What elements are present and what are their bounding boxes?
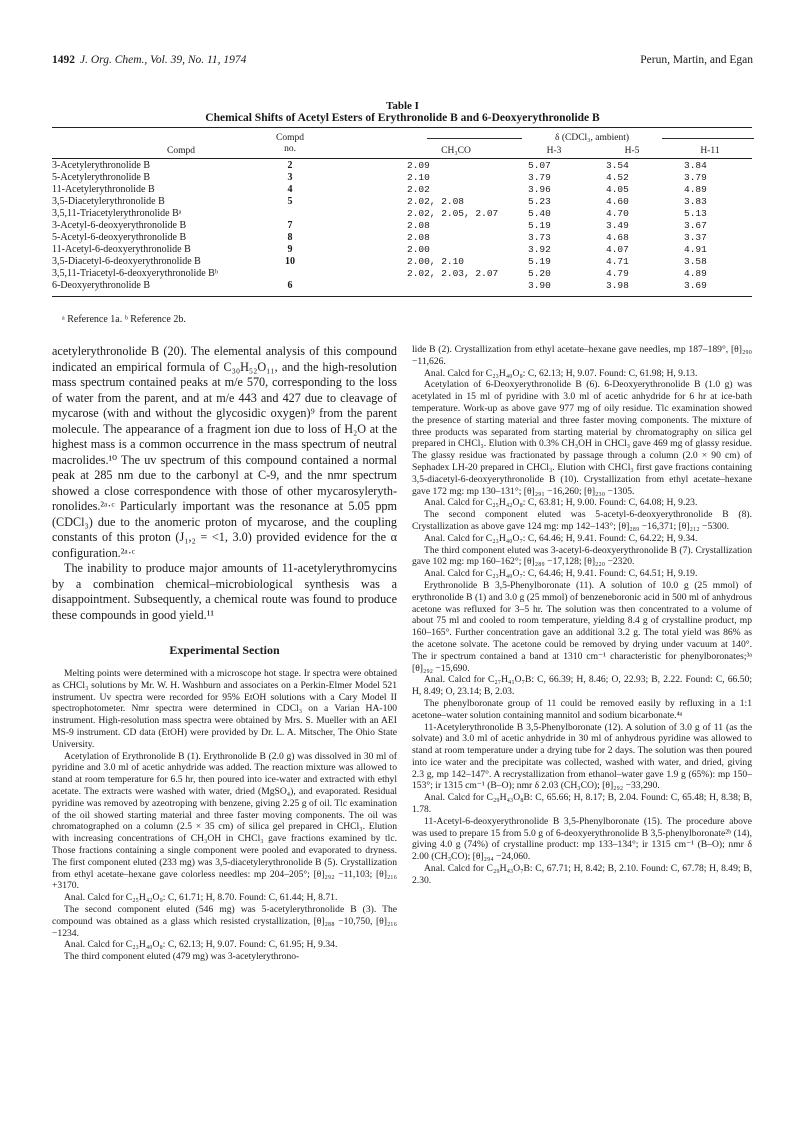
h11-shift: 4.89 xyxy=(684,184,707,195)
table-bottom-rule xyxy=(52,296,752,297)
h3-shift: 3.73 xyxy=(528,232,551,243)
compound-name: 11-Acetylerythronolide B xyxy=(52,184,155,195)
analysis-paragraph: Anal. Calcd for C₂₉H₄₃O₇B: C, 67.71; H, 8.42; B, 2.10. Found: C, 67.78; H, 8.49; B, 2.30. xyxy=(412,863,752,886)
table-header-rule xyxy=(52,158,752,159)
h5-shift: 4.07 xyxy=(606,244,629,255)
compound-name: 3,5,11-Triacetyl-6-deoxyerythronolide Bᵇ xyxy=(52,268,218,279)
running-header xyxy=(52,54,753,70)
col-header-no-1: Compd xyxy=(276,133,304,143)
compound-number: 7 xyxy=(287,220,293,231)
compound-name: 5-Acetyl-6-deoxyerythronolide B xyxy=(52,232,187,243)
col-header-ch3co: CH₃CO xyxy=(441,146,471,156)
analysis-paragraph: Anal. Calcd for C₂₃H₄₀O₈: C, 62.13; H, 9.07. Found: C, 61.98; H, 9.13. xyxy=(424,367,698,379)
shift-brace-right xyxy=(657,138,754,139)
intro-paragraph: acetylerythronolide B (20). The elemental analysis of this compound indicated an empirical formula of C₃₀H₅₂O₁₁, and the high-resolution mass spectrum contained peaks at m/e 570, corresponding to the loss of water from the parent, and at m/e 443 and 427 due to cleavage of mycarose (with and without the glycosidic oxygen)⁹ from the parent molecule. The appearance of a fragment ion due to loss of H₂O at the highest mass is a common occurrence in the mass spectrum of neutral macrolides.¹⁰ The uv spectrum of this compound contained a normal peak at 285 nm due to the carbonyl at C-9, and the nmr spectrum showed a close correspondence with those of other mycarosylerythronolides.²ᵃ·ᶜ Particularly important was the resonance at 5.05 ppm (CDCl₃) due to the anomeric proton of mycarose, and the coupling constants of this proton (J₁,₂ = <1, 3.0) provided evidence for the α configuration.²ᵃ·ᶜ xyxy=(52,344,397,560)
table-row xyxy=(52,172,752,184)
h11-shift: 3.83 xyxy=(684,196,707,207)
h5-shift: 3.49 xyxy=(606,220,629,231)
col-header-h5: H-5 xyxy=(624,146,640,156)
h11-shift: 5.13 xyxy=(684,208,707,219)
h5-shift: 4.71 xyxy=(606,256,629,267)
page-number: 1492 xyxy=(52,54,75,66)
compound-number: 3 xyxy=(287,172,293,183)
compound-name: 11-Acetyl-6-deoxyerythronolide B xyxy=(52,244,191,255)
table-row xyxy=(52,220,752,232)
compound-number: 4 xyxy=(287,184,293,195)
table-title: Chemical Shifts of Acetyl Esters of Erythronolide B and 6-Deoxyerythronolide B xyxy=(205,112,600,124)
h3-shift: 3.92 xyxy=(528,244,551,255)
h3-shift: 5.40 xyxy=(528,208,551,219)
table-row xyxy=(52,160,752,172)
experimental-paragraph: Acetylation of Erythronolide B (1). Erythronolide B (2.0 g) was dissolved in 30 ml of pyridine and 3.0 ml of acetic anhydride was added. The reaction mixture was allowed to stand at room temperature for 6.5 hr, then poured into ice-water and extracted with ethyl acetate. The extracts were washed with water, dried (MgSO₄), and evaporated. Residual pyridine was removed by azeotroping with benzene, giving 2.25 g of oil. Tlc examination of the oil showed starting material and three faster moving components. The oil was chromatographed on a column (2.5 × 35 cm) of silica gel prepared in CHCl₃. Elution with increasing concentrations of CH₃OH in CHCl₃ gave fractions examined by tlc. Those fractions containing a single component were pooled and evaporated to dryness. The first component eluted (233 mg) was 3,5-diacetylerythronolide B (5). Crystallization from ethyl acetate–hexane gave colorless needles: mp 204–205°; [θ]₂₉₂ −11,103; [θ]₂₁₆ +3170. xyxy=(52,750,397,892)
h5-shift: 3.98 xyxy=(606,280,629,291)
analysis-paragraph: Anal. Calcd for C₂₃H₄₀O₇: C, 64.46; H, 9.41. Found: C, 64.51; H, 9.19. xyxy=(424,568,698,580)
analysis-paragraph: Anal. Calcd for C₂₃H₄₀O₈: C, 62.13; H, 9.07. Found: C, 61.95; H, 9.34. xyxy=(64,939,338,951)
h11-shift: 4.91 xyxy=(684,244,707,255)
table-label: Table I xyxy=(386,100,419,112)
experimental-paragraph: The second component eluted was 5-acetyl-6-deoxyerythronolide B (8). Crystallization as above gave 124 mg: mp 142–143°; [θ]₂₈₉ −16,371; [θ]₂₁₂ −5300. xyxy=(412,509,752,532)
analysis-paragraph: Anal. Calcd for C₂₃H₄₀O₇: C, 64.46; H, 9.41. Found: C, 64.22; H, 9.34. xyxy=(424,532,698,544)
left-text-column xyxy=(52,344,397,1124)
ch3co-shift: 2.00, 2.10 xyxy=(407,256,465,267)
experimental-paragraph: Erythronolide B 3,5-Phenylboronate (11). A solution of 10.0 g (25 mmol) of erythronolide B (1) and 3.0 g (25 mmol) of benzeneboronic acid in 500 ml of anhydrous acetone was refluxed for 3–5 hr. The solution was then concentrated to a volume of about 75 ml and cooled to room temperature, yielding 8.4 g of crystalline product, mp 160–165°. Further concentration gave an additional 3.2 g. The total yield was 86% as the acetone solvate. The acetone could be removed by drying under vacuum at 140°. The ir spectrum contained a band at 1310 cm⁻¹ characteristic for phenylboronates;³ᵃ [θ]₂₉₂ −15,690. xyxy=(412,579,752,674)
h3-shift: 3.96 xyxy=(528,184,551,195)
table-row xyxy=(52,184,752,196)
compound-name: 3-Acetylerythronolide B xyxy=(52,160,151,171)
section-heading: Experimental Section xyxy=(169,643,280,657)
col-header-h11: H-11 xyxy=(700,146,720,156)
col-header-h3: H-3 xyxy=(546,146,562,156)
h3-shift: 3.79 xyxy=(528,172,551,183)
experimental-paragraph: The third component eluted was 3-acetyl-6-deoxyerythronolide B (7). Crystallization gave 102 mg: mp 160–162°; [θ]₂₈₉ −17,128; [θ]₂₂₀ −2320. xyxy=(412,544,752,568)
experimental-paragraph: lide B (2). Crystallization from ethyl acetate–hexane gave needles, mp 187–189°, [θ]₂₉₀ −11,626. xyxy=(412,344,752,367)
analysis-paragraph: Anal. Calcd for C₂₇H₄₁O₇B: C, 66.39; H, 8.46; O, 22.93; B, 2.22. Found: C, 66.50; H, 8.49; O, 23.14; B, 2.03. xyxy=(412,674,752,698)
compound-name: 3-Acetyl-6-deoxyerythronolide B xyxy=(52,220,187,231)
h5-shift: 4.52 xyxy=(606,172,629,183)
h5-shift: 4.68 xyxy=(606,232,629,243)
compound-name: 3,5,11-Triacetylerythronolide Bᵃ xyxy=(52,208,182,219)
analysis-paragraph: Anal. Calcd for C₂₅H₄₂O₉: C, 61.71; H, 8.70. Found: C, 61.44; H, 8.71. xyxy=(64,892,338,904)
col-header-no-2: no. xyxy=(284,144,296,154)
table-top-rule xyxy=(52,127,752,128)
table-row xyxy=(52,208,752,220)
shift-group-header xyxy=(427,133,754,141)
h5-shift: 4.05 xyxy=(606,184,629,195)
compound-number: 2 xyxy=(287,160,293,171)
running-authors: Perun, Martin, and Egan xyxy=(640,54,753,66)
h3-shift: 5.07 xyxy=(528,160,551,171)
h5-shift: 4.70 xyxy=(606,208,629,219)
ch3co-shift: 2.10 xyxy=(407,172,430,183)
h11-shift: 4.89 xyxy=(684,268,707,279)
experimental-paragraph: The third component eluted (479 mg) was 3-acetylerythrono- xyxy=(64,951,300,963)
right-text-column xyxy=(412,344,752,1124)
h3-shift: 3.90 xyxy=(528,280,551,291)
ch3co-shift: 2.02, 2.08 xyxy=(407,196,465,207)
h5-shift: 3.54 xyxy=(606,160,629,171)
journal-citation: J. Org. Chem., Vol. 39, No. 11, 1974 xyxy=(80,54,247,66)
analysis-paragraph: Anal. Calcd for C₂₉H₄₃O₈B: C, 65.66; H, 8.17; B, 2.04. Found: C, 65.48; H, 8.38; B, 1.78. xyxy=(412,792,752,816)
ch3co-shift: 2.08 xyxy=(407,232,430,243)
experimental-paragraph: 11-Acetyl-6-deoxyerythronolide B 3,5-Phenylboronate (15). The procedure above was used to prepare 15 from 5.0 g of 6-deoxyerythronolide B 3,5-phenylboronate²ᵇ (14), giving 4.0 g (74%) of crystalline product: mp 133–134°; ir 1315 cm⁻¹ (B–O); nmr δ 2.00 (CH₃CO); [θ]₂₉₄ −24,060. xyxy=(412,815,752,863)
h3-shift: 5.23 xyxy=(528,196,551,207)
h3-shift: 5.19 xyxy=(528,220,551,231)
h11-shift: 3.37 xyxy=(684,232,707,243)
compound-number: 8 xyxy=(287,232,293,243)
intro-paragraph: The inability to produce major amounts of 11-acetylerythromycins by a combination chemical–microbiological synthesis was a disappointment. Subsequently, a chemical route was found to produce these compounds in good yield.¹¹ xyxy=(52,561,397,622)
compound-name: 6-Deoxyerythronolide B xyxy=(52,280,151,291)
compound-name: 5-Acetylerythronolide B xyxy=(52,172,151,183)
col-header-compd: Compd xyxy=(167,146,195,156)
experimental-paragraph: The phenylboronate group of 11 could be removed easily by refluxing in a 1:1 acetone–water solution containing mannitol and sodium bicarbonate.⁴ᵃ xyxy=(412,697,752,721)
compound-number: 6 xyxy=(287,280,293,291)
ch3co-shift: 2.00 xyxy=(407,244,430,255)
ch3co-shift: 2.02, 2.03, 2.07 xyxy=(407,268,499,279)
table-row xyxy=(52,280,752,292)
h11-shift: 3.79 xyxy=(684,172,707,183)
h3-shift: 5.20 xyxy=(528,268,551,279)
table-footnote: ᵃ Reference 1a. ᵇ Reference 2b. xyxy=(62,314,186,325)
experimental-paragraph: Acetylation of 6-Deoxyerythronolide B (6). 6-Deoxyerythronolide B (1.0 g) was acetylated in 15 ml of pyridine with 3.0 ml of acetic anhydride for 6 hr at ice-bath temperature. Work-up as above gave 977 mg of oily residue. Tlc examination showed the presence of starting material and three faster moving components. The mixture of three products was separated from starting material by chromatography on silica gel prepared in CHCl₃. Elution with 0.3% CH₃OH in CHCl₃ gave 469 mg of glassy residue. The glassy residue was fractionated by passage through a column (2.0 × 90 cm) of Sephadex LH-20 prepared in CHCl₃. Elution with CHCl₃ first gave fractions containing 3,5-diacetyl-6-deoxyerythronolide B (10). Crystallization from ethyl acetate–hexane gave 172 mg: mp 130–131°; [θ]₂₉₁ −16,260; [θ]₂₃₀ −1305. xyxy=(412,379,752,497)
ch3co-shift: 2.02, 2.05, 2.07 xyxy=(407,208,499,219)
shift-brace-left xyxy=(427,138,525,139)
h11-shift: 3.67 xyxy=(684,220,707,231)
table-row xyxy=(52,196,752,208)
compound-name: 3,5-Diacetylerythronolide B xyxy=(52,196,165,207)
compound-number: 10 xyxy=(285,256,295,267)
h5-shift: 4.60 xyxy=(606,196,629,207)
table-row xyxy=(52,268,752,280)
table-row xyxy=(52,232,752,244)
h11-shift: 3.69 xyxy=(684,280,707,291)
compound-number: 9 xyxy=(287,244,293,255)
h5-shift: 4.79 xyxy=(606,268,629,279)
shift-group-label: δ (CDCl₃, ambient) xyxy=(522,133,662,143)
analysis-paragraph: Anal. Calcd for C₂₅H₄₂O₈: C, 63.81; H, 9.00. Found: C, 64.08; H, 9.23. xyxy=(424,497,698,509)
compound-number: 5 xyxy=(287,196,293,207)
experimental-paragraph: The second component eluted (546 mg) was 5-acetylerythronolide B (3). The compound was obtained as a glass which resisted crystallization, [θ]₂₈₈ −10,750, [θ]₂₁₆ −1234. xyxy=(52,903,397,939)
table-row xyxy=(52,256,752,268)
ch3co-shift: 2.09 xyxy=(407,160,430,171)
h11-shift: 3.58 xyxy=(684,256,707,267)
experimental-paragraph: 11-Acetylerythronolide B 3,5-Phenylboronate (12). A solution of 3.0 g of 11 (as the solvate) and 3.0 ml of acetic anhydride in 30 ml of anhydrous pyridine was allowed to stand at room temperature under a drying tube for 2 days. The solution was then poured into ice water and the precipitate was collected, washed with water, and dried, giving 2.3 g, mp 142–147°. A recrystallization from ethanol–water gave 1.9 g (65%): mp 150–153°; ir 1315 cm⁻¹ (B–O); nmr δ 2.03 (CH₃CO); [θ]₂₉₂ −33,290. xyxy=(412,721,752,792)
h11-shift: 3.84 xyxy=(684,160,707,171)
h3-shift: 5.19 xyxy=(528,256,551,267)
ch3co-shift: 2.02 xyxy=(407,184,430,195)
compound-name: 3,5-Diacetyl-6-deoxyerythronolide B xyxy=(52,256,201,267)
experimental-paragraph: Melting points were determined with a microscope hot stage. Ir spectra were obtained as CHCl₃ solutions by Mr. W. H. Washburn and associates on a Perkin-Elmer Model 521 instrument. Uv spectra were recorded for 95% EtOH solutions with a Cary Model II spectrophotometer. Nmr spectra were determined in CDCl₃ on a Varian HA-100 instrument. High-resolution mass spectra were obtained by Mrs. S. Mueller with an AEI MS-9 instrument. CD data (EtOH) were provided by Dr. L. A. Mitscher, The Ohio State University. xyxy=(52,668,397,750)
ch3co-shift: 2.08 xyxy=(407,220,430,231)
table-row xyxy=(52,244,752,256)
